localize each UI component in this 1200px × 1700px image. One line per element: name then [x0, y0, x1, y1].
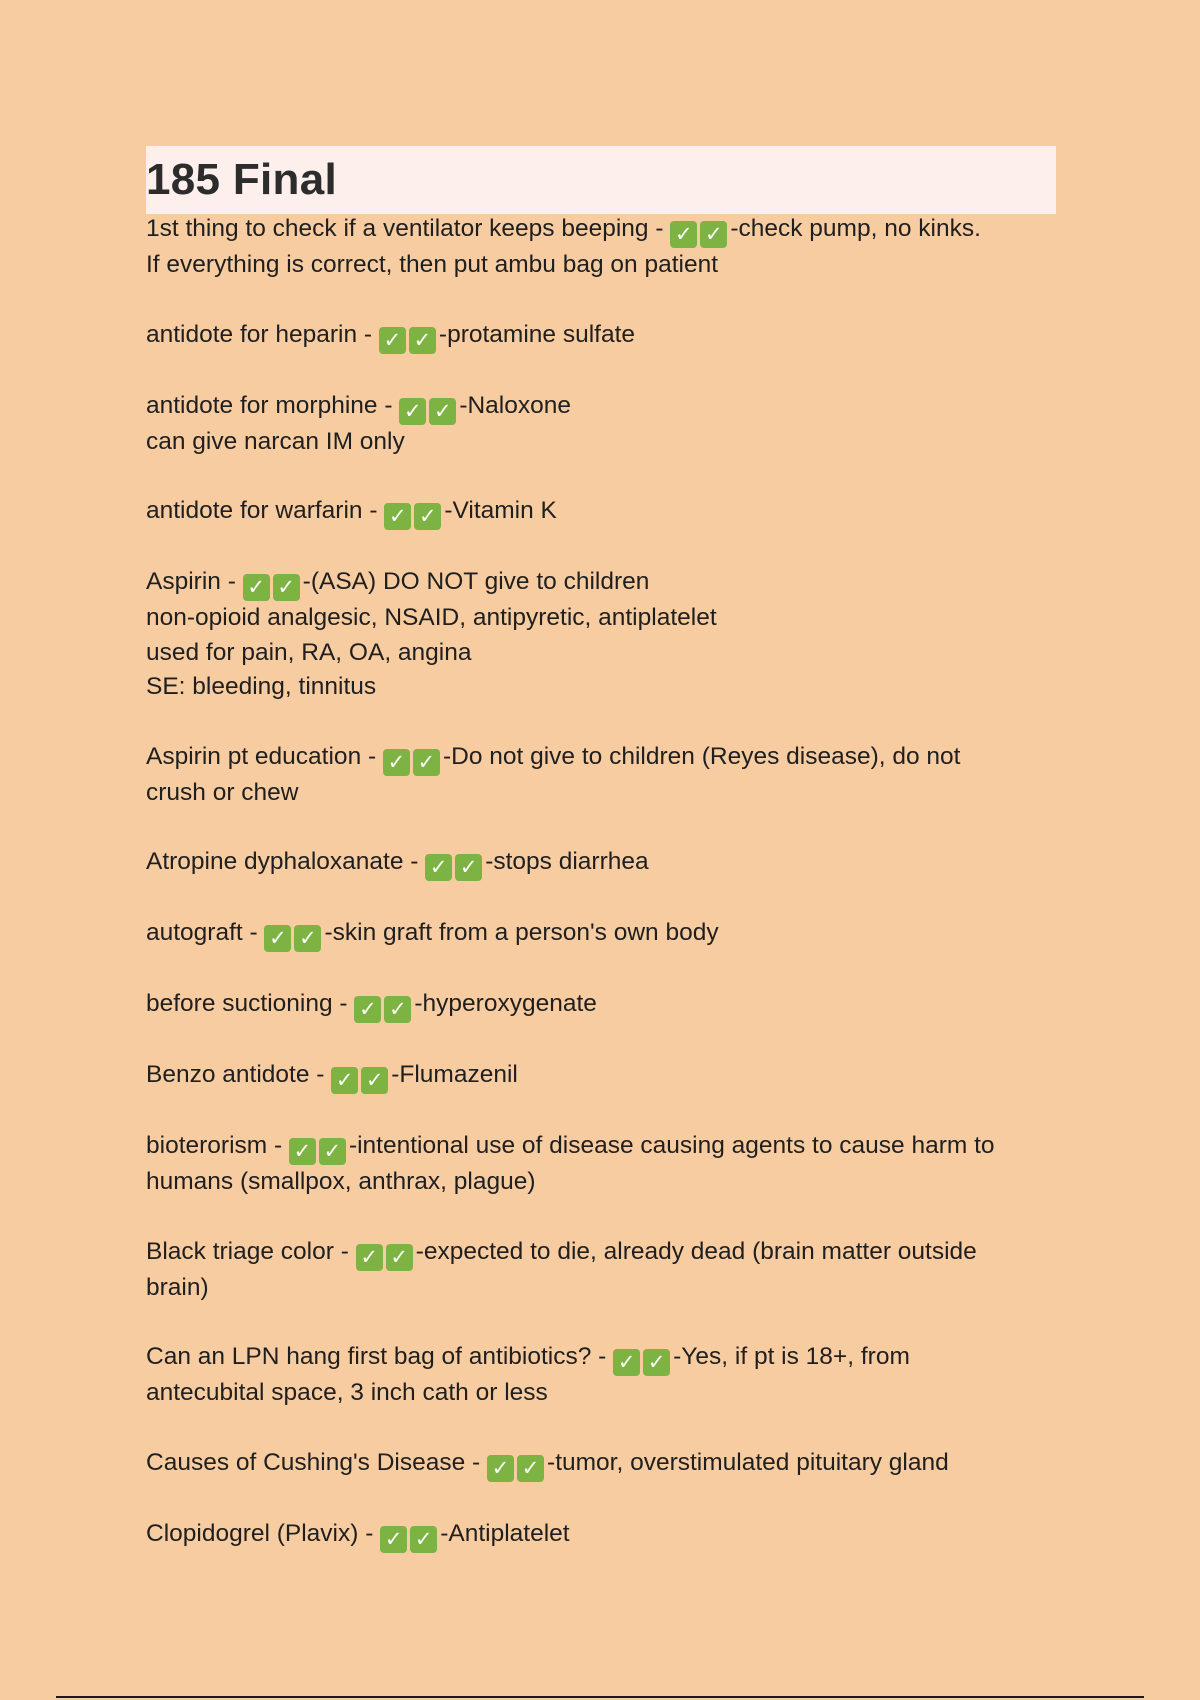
- entry-detail-line: humans (smallpox, anthrax, plague): [146, 1168, 536, 1195]
- entry-detail-line: crush or chew: [146, 778, 299, 806]
- check-mark-icon: ✓: [414, 503, 441, 530]
- check-mark-icon: ✓: [517, 1455, 544, 1482]
- entry-answer: -Flumazenil: [391, 1061, 518, 1088]
- entry-term: antidote for warfarin -: [146, 497, 385, 524]
- flashcard-entry: [146, 987, 1066, 1023]
- check-mark-icon: ✓: [399, 398, 426, 425]
- footer-divider: [56, 1696, 1144, 1698]
- flashcard-entry: [146, 212, 1066, 283]
- entry-first-line: [146, 987, 1066, 1023]
- entry-answer: -intentional use of disease causing agents to cause harm to: [348, 1132, 995, 1159]
- entry-first-line: [146, 1340, 1066, 1376]
- entry-term: bioterorism -: [146, 1132, 289, 1159]
- entry-detail-line: If everything is correct, then put ambu bag on patient: [146, 251, 719, 278]
- entry-detail-line: brain): [146, 1273, 209, 1301]
- entry-term: Benzo antidote -: [146, 1061, 332, 1088]
- check-mark-icon: ✓: [384, 503, 411, 530]
- flashcard-entry: [146, 1446, 1066, 1482]
- entry-term: Atropine dyphaloxanate -: [146, 848, 426, 875]
- entry-first-line: [146, 1517, 1066, 1553]
- entry-answer: -Antiplatelet: [440, 1519, 570, 1547]
- check-mark-icon: ✓: [356, 1244, 383, 1271]
- title-bar: [146, 146, 1056, 214]
- check-mark-icon: ✓: [331, 1067, 358, 1094]
- check-mark-icon: ✓: [455, 854, 482, 881]
- check-mark-icon: ✓: [429, 398, 456, 425]
- entry-first-line: [146, 740, 1066, 776]
- flashcard-entry: [146, 565, 1066, 705]
- entry-term: Can an LPN hang first bag of antibiotics? -: [146, 1343, 614, 1370]
- entry-term: Aspirin pt education -: [146, 742, 383, 770]
- entry-answer: -skin graft from a person's own body: [324, 919, 719, 946]
- entry-answer: -tumor, overstimulated pituitary gland: [547, 1448, 949, 1476]
- flashcard-entry: [146, 318, 1066, 354]
- check-mark-icon: ✓: [413, 749, 440, 776]
- entry-term: autograft -: [146, 919, 265, 946]
- check-mark-icon: ✓: [384, 996, 411, 1023]
- flashcard-list: [146, 212, 1066, 1588]
- entry-first-line: [146, 212, 1066, 248]
- check-mark-icon: ✓: [380, 1526, 407, 1553]
- check-mark-icon: ✓: [613, 1349, 640, 1376]
- entry-answer: -(ASA) DO NOT give to children: [302, 568, 650, 595]
- entry-detail-line: non-opioid analgesic, NSAID, antipyretic, antiplatelet: [146, 604, 717, 631]
- entry-term: Black triage color -: [146, 1237, 356, 1265]
- entry-term: Clopidogrel (Plavix) -: [146, 1519, 381, 1547]
- flashcard-entry: [146, 389, 1066, 460]
- flashcard-entry: [146, 845, 1066, 881]
- check-mark-icon: ✓: [425, 854, 452, 881]
- check-mark-icon: ✓: [386, 1244, 413, 1271]
- check-mark-icon: ✓: [700, 221, 727, 248]
- check-mark-icon: ✓: [379, 327, 406, 354]
- entry-term: Aspirin -: [146, 568, 243, 595]
- entry-answer: -protamine sulfate: [438, 320, 636, 348]
- entry-first-line: [146, 494, 1066, 530]
- entry-term: before suctioning -: [146, 990, 355, 1017]
- entry-first-line: [146, 389, 1066, 425]
- entry-term: antidote for heparin -: [146, 320, 379, 348]
- flashcard-entry: [146, 1235, 1066, 1306]
- flashcard-entry: [146, 916, 1066, 952]
- entry-answer: -Do not give to children (Reyes disease), do not: [442, 742, 961, 770]
- entry-first-line: [146, 1129, 1066, 1165]
- entry-answer: -hyperoxygenate: [414, 990, 597, 1017]
- entry-first-line: [146, 1446, 1066, 1482]
- flashcard-entry: [146, 1517, 1066, 1553]
- check-mark-icon: ✓: [409, 327, 436, 354]
- entry-answer: -expected to die, already dead (brain matter outside: [415, 1237, 977, 1265]
- flashcard-entry: [146, 740, 1066, 811]
- check-mark-icon: ✓: [319, 1138, 346, 1165]
- check-mark-icon: ✓: [643, 1349, 670, 1376]
- entry-term: antidote for morphine -: [146, 391, 400, 419]
- entry-answer: -check pump, no kinks.: [730, 215, 981, 242]
- page-title: 185 Final: [146, 155, 338, 204]
- entry-answer: -stops diarrhea: [485, 848, 649, 875]
- entry-first-line: [146, 1235, 1066, 1271]
- entry-detail-line: SE: bleeding, tinnitus: [146, 673, 377, 700]
- check-mark-icon: ✓: [289, 1138, 316, 1165]
- check-mark-icon: ✓: [243, 574, 270, 601]
- check-mark-icon: ✓: [487, 1455, 514, 1482]
- entry-detail-line: can give narcan IM only: [146, 427, 405, 455]
- entry-first-line: [146, 565, 1066, 601]
- entry-detail-line: used for pain, RA, OA, angina: [146, 638, 472, 666]
- entry-first-line: [146, 916, 1066, 952]
- check-mark-icon: ✓: [383, 749, 410, 776]
- entry-term: Causes of Cushing's Disease -: [146, 1448, 488, 1476]
- flashcard-entry: [146, 1058, 1066, 1094]
- check-mark-icon: ✓: [273, 574, 300, 601]
- check-mark-icon: ✓: [670, 221, 697, 248]
- entry-answer: -Naloxone: [459, 391, 571, 419]
- entry-detail-line: antecubital space, 3 inch cath or less: [146, 1379, 548, 1406]
- flashcard-entry: [146, 494, 1066, 530]
- flashcard-entry: [146, 1129, 1066, 1200]
- entry-first-line: [146, 318, 1066, 354]
- flashcard-entry: [146, 1340, 1066, 1411]
- entry-answer: -Yes, if pt is 18+, from: [673, 1343, 910, 1370]
- check-mark-icon: ✓: [294, 925, 321, 952]
- check-mark-icon: ✓: [264, 925, 291, 952]
- entry-first-line: [146, 845, 1066, 881]
- check-mark-icon: ✓: [361, 1067, 388, 1094]
- entry-answer: -Vitamin K: [444, 497, 557, 524]
- entry-first-line: [146, 1058, 1066, 1094]
- check-mark-icon: ✓: [410, 1526, 437, 1553]
- check-mark-icon: ✓: [354, 996, 381, 1023]
- entry-term: 1st thing to check if a ventilator keeps beeping -: [146, 215, 671, 242]
